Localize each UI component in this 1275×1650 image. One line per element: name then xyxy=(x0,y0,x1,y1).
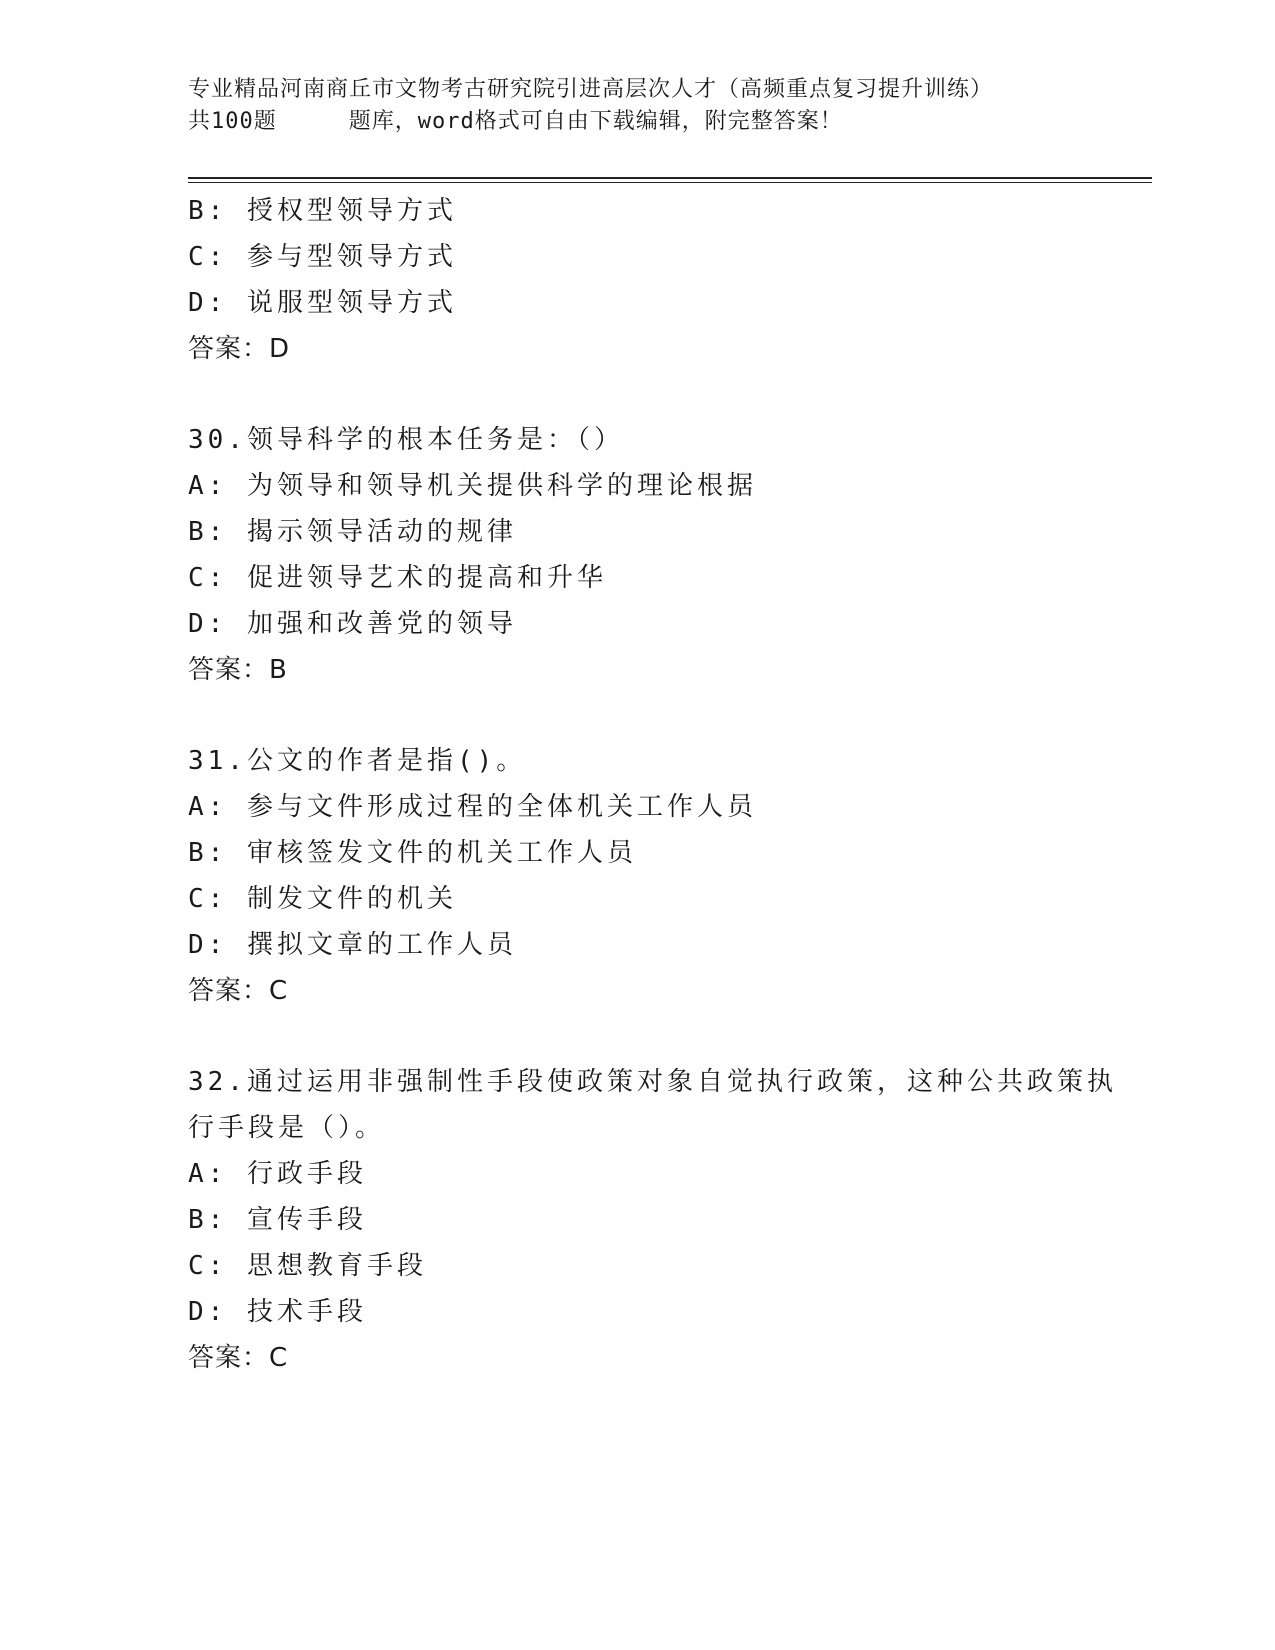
answer-label: 答案：C xyxy=(188,1343,289,1373)
header-divider-thin xyxy=(188,182,1152,183)
question-text: 31.公文的作者是指()。 xyxy=(188,746,527,776)
question-block-30 xyxy=(188,417,1088,693)
question-block-29 xyxy=(188,188,1088,372)
question-text: 30.领导科学的根本任务是：（） xyxy=(188,425,624,455)
question-text-line1: 32.通过运用非强制性手段使政策对象自觉执行政策，这种公共政策执 xyxy=(188,1067,1117,1097)
answer-label: 答案：C xyxy=(188,976,289,1006)
answer-label: 答案：B xyxy=(188,655,288,685)
question-count: 共100题 xyxy=(188,109,277,134)
question-block-32 xyxy=(188,1059,1117,1381)
answer-label: 答案：D xyxy=(188,334,291,364)
option-c: C: 思想教育手段 xyxy=(188,1251,427,1281)
option-a: A: 为领导和领导机关提供科学的理论根据 xyxy=(188,471,757,501)
page-header xyxy=(188,74,1088,138)
option-c: C: 制发文件的机关 xyxy=(188,884,457,914)
option-b: B: 宣传手段 xyxy=(188,1205,367,1235)
option-d: D: 说服型领导方式 xyxy=(188,288,457,318)
question-block-31 xyxy=(188,738,1088,1014)
option-a: A: 行政手段 xyxy=(188,1159,367,1189)
question-list xyxy=(188,188,1117,1381)
option-b: B: 揭示领导活动的规律 xyxy=(188,517,517,547)
option-d: D: 撰拟文章的工作人员 xyxy=(188,930,517,960)
question-text-line2: 行手段是（）。 xyxy=(188,1113,386,1143)
option-c: C: 参与型领导方式 xyxy=(188,242,457,272)
option-a: A: 参与文件形成过程的全体机关工作人员 xyxy=(188,792,757,822)
header-divider-thick xyxy=(188,177,1152,179)
header-subtitle xyxy=(188,106,1088,138)
option-d: D: 技术手段 xyxy=(188,1297,367,1327)
header-description: 题库，word格式可自由下载编辑，附完整答案！ xyxy=(348,109,843,134)
option-d: D: 加强和改善党的领导 xyxy=(188,609,517,639)
option-b: B: 审核签发文件的机关工作人员 xyxy=(188,838,637,868)
header-title: 专业精品河南商丘市文物考古研究院引进高层次人才（高频重点复习提升训练） xyxy=(188,77,994,102)
option-c: C: 促进领导艺术的提高和升华 xyxy=(188,563,607,593)
option-b: B: 授权型领导方式 xyxy=(188,196,457,226)
